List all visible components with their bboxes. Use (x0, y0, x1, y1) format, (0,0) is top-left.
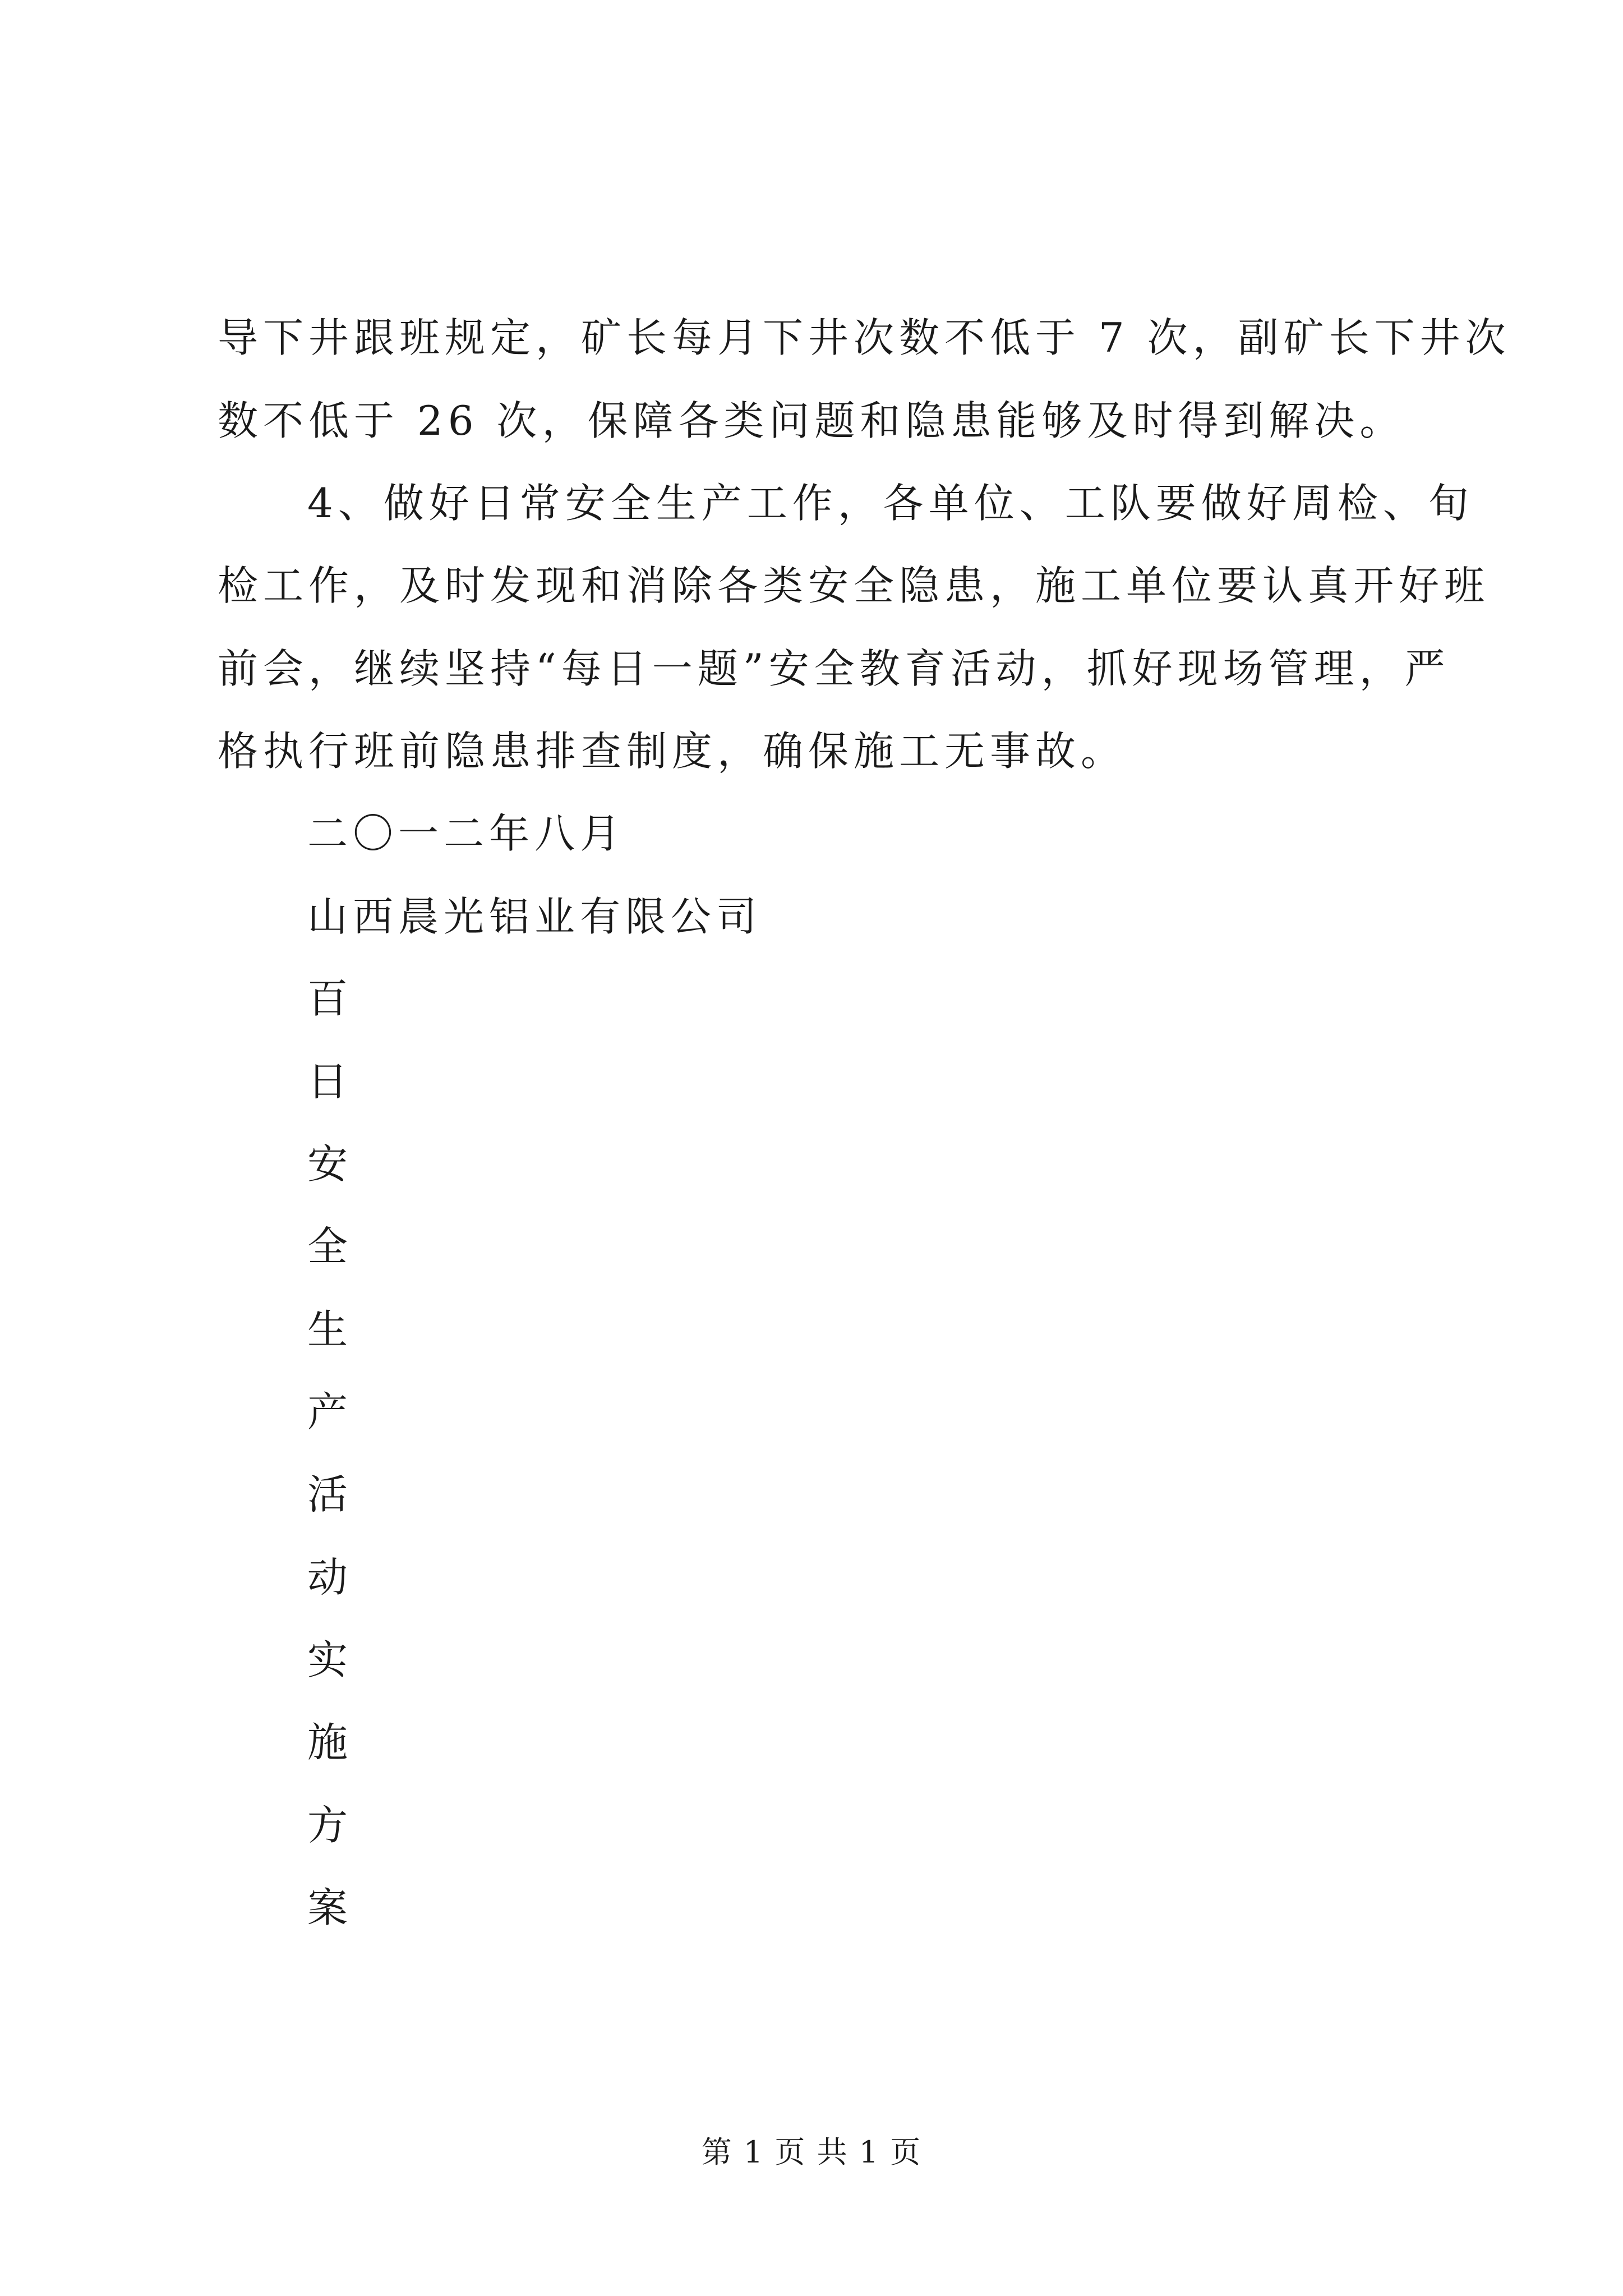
vertical-title-char: 安 (307, 1140, 348, 1188)
paragraph-line: 前会，继续坚持“每日一题”安全教育活动，抓好现场管理，严 (218, 645, 1450, 692)
vertical-title-char: 日 (307, 1058, 348, 1105)
company-name: 山西晨光铝业有限公司 (307, 893, 762, 940)
paragraph-line-indented: 4、做好日常安全生产工作，各单位、工队要做好周检、旬 (307, 480, 1474, 527)
vertical-title-char: 百 (307, 975, 348, 1022)
paragraph-line: 格执行班前隐患排查制度，确保施工无事故。 (218, 728, 1127, 775)
paragraph-line: 数不低于 26 次，保障各类问题和隐患能够及时得到解决。 (218, 397, 1405, 444)
paragraph-line: 检工作，及时发现和消除各类安全隐患，施工单位要认真开好班 (218, 562, 1490, 609)
vertical-title-char: 活 (307, 1471, 348, 1518)
vertical-title-char: 产 (307, 1388, 348, 1435)
vertical-title-char: 方 (307, 1802, 348, 1849)
vertical-title-char: 实 (307, 1636, 348, 1683)
document-date: 二〇一二年八月 (307, 810, 626, 857)
vertical-title-char: 案 (307, 1884, 348, 1931)
page-footer: 第 1 页 共 1 页 (701, 2134, 922, 2170)
paragraph-line: 导下井跟班规定，矿长每月下井次数不低于 7 次，副矿长下井次 (218, 314, 1511, 361)
vertical-title-char: 生 (307, 1306, 348, 1353)
vertical-title-char: 施 (307, 1719, 348, 1766)
vertical-title-char: 全 (307, 1223, 348, 1270)
vertical-title-char: 动 (307, 1554, 348, 1601)
